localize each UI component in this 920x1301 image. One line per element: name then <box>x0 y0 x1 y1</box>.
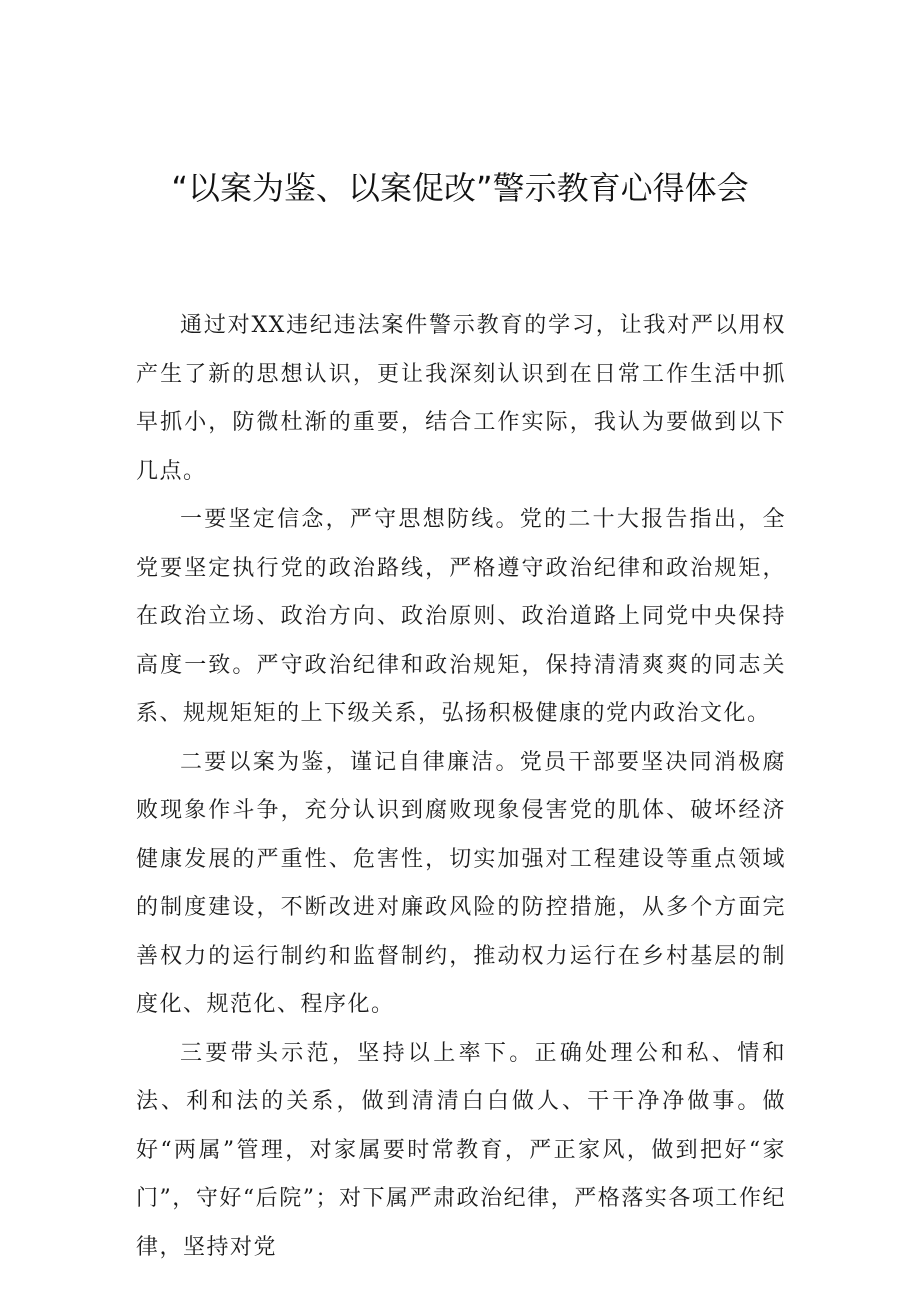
paragraph-point-one: 一要坚定信念，严守思想防线。党的二十大报告指出，全党要坚定执行党的政治路线，严格遵守政治纪律和政治规矩，在政治立场、政治方向、政治原则、政治道路上同党中央保持高度一致。严守政治纪律和政治规矩，保持清清爽爽的同志关系、规规矩矩的上下级关系，弘扬积极健康的党内政治文化。 <box>136 507 786 726</box>
paragraph-intro: 通过对XX违纪违法案件警示教育的学习，让我对严以用权产生了新的思想认识，更让我深刻认识到在日常工作生活中抓早抓小，防微杜渐的重要，结合工作实际，我认为要做到以下几点。 <box>136 313 786 484</box>
paragraph-point-two: 二要以案为鉴，谨记自律廉洁。党员干部要坚决同消极腐败现象作斗争，充分认识到腐败现象侵害党的肌体、破坏经济健康发展的严重性、危害性，切实加强对工程建设等重点领域的制度建设，不断改进对廉政风险的防控措施，从多个方面完善权力的运行制约和监督制约，推动权力运行在乡村基层的制度化、规范化、程序化。 <box>136 749 786 1017</box>
paragraph-point-three: 三要带头示范，坚持以上率下。正确处理公和私、情和法、利和法的关系，做到清清白白做人、干干净净做事。做好“两属”管理，对家属要时常教育，严正家风，做到把好“家门”，守好“后院”；对下属严肃政治纪律，严格落实各项工作纪律，坚持对党 <box>136 1040 786 1260</box>
document-body <box>136 302 786 1272</box>
document-title: “以案为鉴、以案促改”警示教育心得体会 <box>171 169 749 207</box>
